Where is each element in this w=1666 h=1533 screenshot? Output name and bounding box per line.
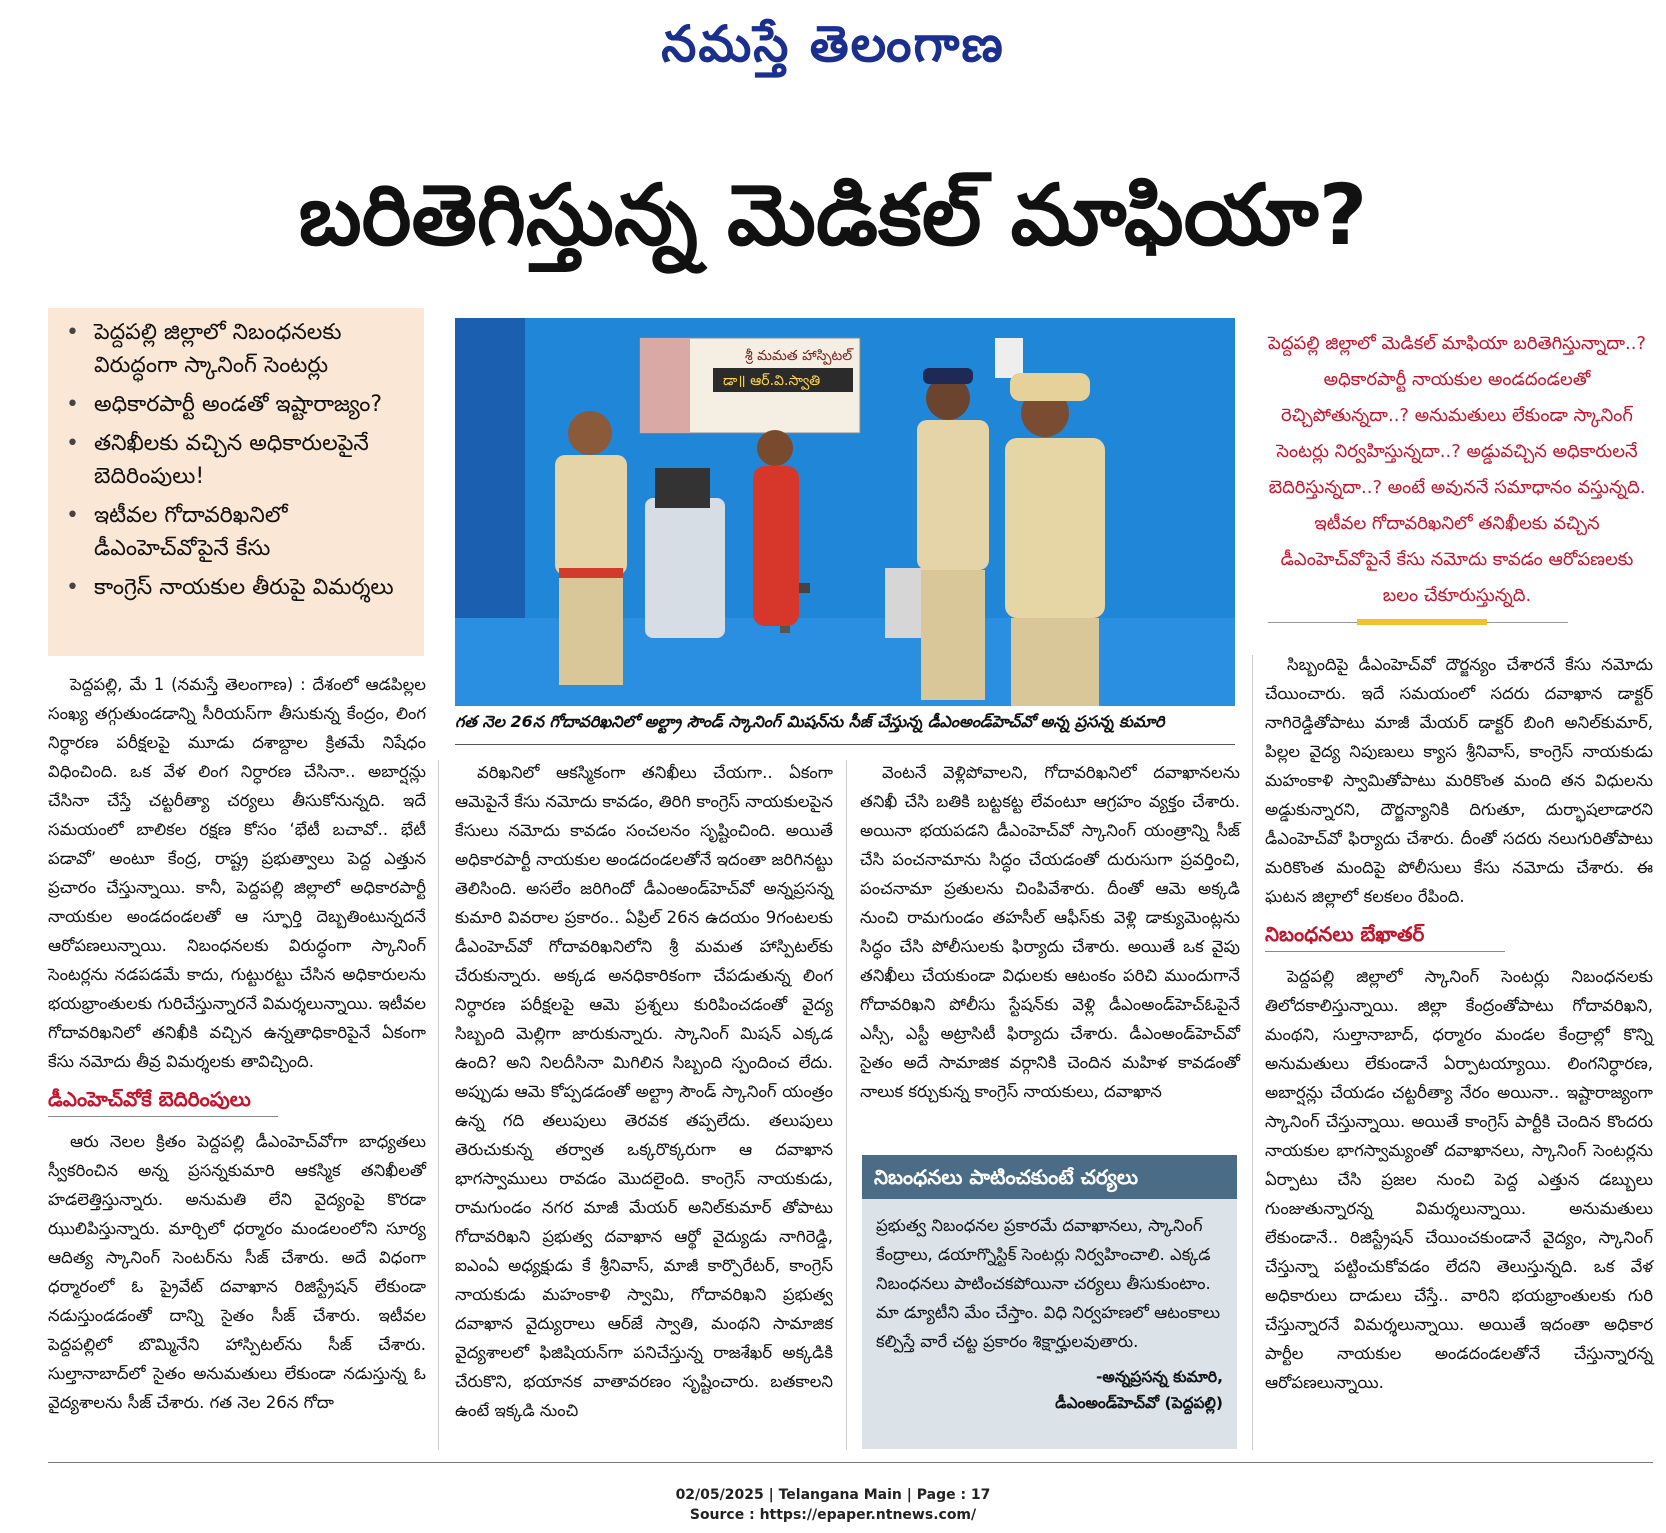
article-paragraph: పెద్దపల్లి, మే 1 (నమస్తే తెలంగాణ) : దేశంలో ఆడపిల్లల సంఖ్య తగ్గుతుండడాన్ని సీరియస్‌గా తీసుకున్న కేంద్రం, లింగ నిర్ధారణ పరీక్షలపై మూడు దశాబ్దాల క్రితమే నిషేధం విధించింది. ఒక వేళ లింగ నిర్ధారణ చేసినా.. అబార్షన్లు చేసినా చేస్తే చట్టరీత్యా చర్యలు తీసుకోనున్నది. ఇదే సమయంలో బాలికల రక్షణ కోసం ‘భేటీ బచావో.. భేటీ పడావో’ అంటూ కేంద్ర, రాష్ట్ర ప్రభుత్వాలు పెద్ద ఎత్తున ప్రచారం చేస్తున్నాయి. కానీ, పెద్దపల్లి జిల్లాలో అధికారపార్టీ నాయకుల అండదండలతో ఆ స్ఫూర్తి దెబ్బతింటున్నదనే ఆరోపణలున్నాయి. నిబంధనలకు విరుద్ధంగా స్కానింగ్ సెంటర్లను నడపడమే కాదు, గుట్టురట్టు చేసిన అధికారులను భయభ్రాంతులకు గురిచేస్తున్నారనే విమర్శలున్నాయి. ఇటీవల గోదావరిఖనిలో తనిఖీకి వచ్చిన ఉన్నతాధికారిపైనే ఏకంగా కేసు నమోదు తీవ్ర విమర్శలకు తావిచ్చింది. <box>48 675 426 1071</box>
subheading: డీఎంహెచ్‌వోకే బెదిరింపులు <box>48 1087 251 1111</box>
subheading-rule <box>48 1116 278 1117</box>
article-column-3 <box>860 758 1240 1106</box>
highlight-item: • ఇటీవల గోదావరిఖనిలో డీఎంహెచ్‌వోపైనే కేసు <box>66 499 414 565</box>
caption-rule <box>455 744 1235 745</box>
article-column-2 <box>455 758 833 1425</box>
subheading: నిబంధనలు బేఖాతర్ <box>1265 922 1425 946</box>
column-divider <box>846 760 847 1450</box>
quote-box <box>862 1199 1237 1449</box>
quote-box-title: నిబంధనలు పాటించకుంటే చర్యలు <box>862 1155 1237 1199</box>
article-paragraph: వెంటనే వెళ్లిపోవాలని, గోదావరిఖనిలో దవాఖానలను తనిఖీ చేసి బతికి బట్టకట్ట లేవంటూ ఆగ్రహం వ్యక్తం చేశారు. అయినా భయపడని డీఎంహెచ్‌వో స్కానింగ్ యంత్రాన్ని సీజ్ చేసి పంచనామాను సిద్ధం చేయడంతో దురుసుగా ప్రవర్తించి, పంచనామా ప్రతులను చింపివేశారు. దీంతో ఆమె అక్కడి నుంచి రామగుండం తహసీల్ ఆఫీస్‌కు వెళ్లి డాక్యుమెంట్లను సిద్ధం చేసి పోలీసులకు ఫిర్యాదు చేశారు. అయితే ఒక వైపు తనిఖీలు చేయకుండా విధులకు ఆటంకం పరిచి ముందుగానే గోదావరిఖని పోలీసు స్టేషన్‌కు వెళ్లి డీఎంఅండ్‌హెచ్‌ఓపైనే ఎస్సీ, ఎస్టీ అట్రాసిటీ ఫిర్యాదు చేశారు. డీఎంఅండ్‌హెచ్‌వో సైతం అదే సామాజిక వర్గానికి చెందిన మహిళ కావడంతో నాలుక కర్చుకున్న కాంగ్రెస్ నాయకులు, దవాఖాన <box>860 763 1240 1101</box>
quote-box-text: ప్రభుత్వ నిబంధనల ప్రకారమే దవాఖానలు, స్కానింగ్ కేంద్రాలు, డయాగ్నొస్టిక్ సెంటర్లు నిర్వహించాలి. ఎక్కడ నిబంధనలు పాటించకపోయినా చర్యలు తీసుకుంటాం. మా డ్యూటీని మేం చేస్తాం. విధి నిర్వహణలో ఆటంకాలు కల్పిస్తే వారే చట్ట ప్రకారం శిక్షార్హులవుతారు. <box>876 1216 1221 1351</box>
subheading-rule <box>1265 951 1505 952</box>
article-paragraph: వరిఖనిలో ఆకస్మికంగా తనిఖీలు చేయగా.. ఏకంగా ఆమెపైనే కేసు నమోదు కావడం, తిరిగి కాంగ్రెస్ నాయకులపైన కేసులు నమోదు కావడం సంచలనం సృష్టించింది. అయితే అధికారపార్టీ నాయకుల అండదండలతోనే ఇదంతా జరిగినట్టు తెలిసింది. అసలేం జరిగిందో డీఎంఅండ్‌హెచ్‌వో అన్నప్రసన్న కుమారి వివరాల ప్రకారం.. ఏప్రిల్ 26న ఉదయం 9గంటలకు డీఎంహెచ్‌వో గోదావరిఖనిలోని శ్రీ మమత హాస్పిటల్‌కు చేరుకున్నారు. అక్కడ అనధికారికంగా చేపడుతున్న లింగ నిర్ధారణ పరీక్షలపై ఆమె ప్రశ్నలు కురిపించడంతో వైద్య సిబ్బంది మెల్లిగా జారుకున్నారు. స్కానింగ్ మిషన్ ఎక్కడ ఉంది? అని నిలదీసినా మిగిలిన సిబ్బంది స్పందించ లేదు. అప్పుడు ఆమె కోప్పడడంతో అల్ట్రా సౌండ్ స్కానింగ్ యంత్రం ఉన్న గది తలుపులు తెరవక తప్పలేదు. తలుపులు తెరుచుకున్న తర్వాత ఒక్కరొక్కరుగా ఆ దవాఖాన భాగస్వాములు రావడం మొదలైంది. కాంగ్రెస్ నాయకుడు, రామగుండం నగర మాజీ మేయర్ అనిల్‌కుమార్ తోపాటు గోదావరిఖని ప్రభుత్వ దవాఖాన ఆర్థో వైద్యుడు నాగిరెడ్డి, ఐఎంఏ అధ్యక్షుడు కే శ్రీనివాస్, మాజీ కార్పొరేటర్, కాంగ్రెస్ నాయకుడు మహంకాళి స్వామి, గోదావరిఖని ప్రభుత్వ దవాఖాన వైద్యురాలు ఆర్‌జే స్వాతి, మంథని సామాజిక వైద్యశాలలో ఫిజిషియన్‌గా పనిచేస్తున్న రాజశేఖర్ అక్కడికి చేరుకొని, భయానక వాతావరణం సృష్టించారు. బతకాలని ఉంటే ఇక్కడి నుంచి <box>455 763 833 1420</box>
summary-deck: పెద్దపల్లి జిల్లాలో మెడికల్ మాఫియా బరితెగిస్తున్నాదా..? అధికారపార్టీ నాయకుల అండదండలతో రెచ్చిపోతున్నదా..? అనుమతులు లేకుండా స్కానింగ్ సెంటర్లు నిర్వహిస్తున్నదా..? అడ్డువచ్చిన అధికారులనే బెదిరిస్తున్నదా..? అంటే అవుననే సమాధానం వస్తున్నది. ఇటీవల గోదావరిఖనిలో తనిఖీలకు వచ్చిన డీఎంహెచ్‌వోపైనే కేసు నమోదు కావడం ఆరోపణలకు బలం చేకూరుస్తున్నది. <box>1268 333 1646 606</box>
headline: బరితెగిస్తున్న మెడికల్ మాఫియా? <box>298 166 1368 264</box>
highlight-item: • తనిఖీలకు వచ్చిన అధికారులపైనే బెదిరింపులు! <box>66 427 414 493</box>
banner-line2: డా॥ ఆర్.వి.స్వాతి <box>723 373 821 389</box>
column-divider <box>438 760 439 1450</box>
article-paragraph: సిబ్బందిపై డీఎంహెచ్‌వో దౌర్జన్యం చేశారనే కేసు నమోదు చేయించారు. ఇదే సమయంలో సదరు దవాఖాన డాక్టర్ నాగిరెడ్డితోపాటు మాజీ మేయర్ డాక్టర్ బింగి అనిల్‌కుమార్, పిల్లల వైద్య నిపుణులు క్యాస శ్రీనివాస్, కాంగ్రెస్ నాయకుడు మహంకాళి స్వామితోపాటు మరికొంత మంది తన విధులను అడ్డుకున్నారని, దౌర్జన్యానికి దిగుతూ, దుర్భాషలాడారని డీఎంహెచ్‌వో ఫిర్యాదు చేశారు. దీంతో సదరు నలుగురితోపాటు మరికొంత మందిపై పోలీసులు కేసు నమోదు చేశారు. ఈ ఘటన జిల్లాలో కలకలం రేపింది. <box>1265 655 1653 906</box>
article-paragraph: పెద్దపల్లి జిల్లాలో స్కానింగ్ సెంటర్లు నిబంధనలకు తిలోదకాలిస్తున్నాయి. జిల్లా కేంద్రంతోపాటు గోదావరిఖని, మంథని, సుల్తానాబాద్, ధర్మారం మండల కేంద్రాల్లో కొన్ని అనుమతులు లేకుండానే ఏర్పాటయ్యాయి. లింగనిర్ధారణ, అబార్షన్లు చేయడం చట్టరీత్యా నేరం అయినా.. ఇష్టారాజ్యంగా స్కానింగ్ చేస్తున్నాయి. అయితే కాంగ్రెస్ పార్టీకి చెందిన కొందరు నాయకుల భాగస్వామ్యంతో దవాఖానలు, స్కానింగ్ సెంటర్లను ఏర్పాటు చేసి ప్రజల నుంచి పెద్ద ఎత్తున డబ్బులు గుంజుతున్నారన్న విమర్శలున్నాయి. అనుమతులు లేకుండానే.. రిజిస్ట్రేషన్ చేయించకుండానే వైద్యం, స్కానింగ్ చేస్తున్నా పట్టించుకోవడం లేదని తెలుస్తున్నది. ఒక వేళ అధికారులు దాడులు చేస్తే.. వారిని భయభ్రాంతులకు గురి చేస్తున్నారనే విమర్శలున్నాయి. అయితే ఇదంతా అధికార పార్టీల నాయకుల అండదండలతోనే చేస్తున్నారన్న ఆరోపణలున్నాయి. <box>1265 967 1653 1392</box>
quote-signature-name: -అన్నప్రసన్న కుమారి, <box>1095 1368 1223 1386</box>
highlight-item: • కాంగ్రెస్ నాయకుల తీరుపై విమర్శలు <box>66 571 414 604</box>
highlight-item: • పెద్దపల్లి జిల్లాలో నిబంధనలకు విరుద్ధంగా స్కానింగ్ సెంటర్లు <box>66 316 414 382</box>
column-divider <box>1252 655 1253 1450</box>
highlights-box <box>48 308 424 656</box>
article-column-4 <box>1265 650 1653 1397</box>
quote-signature-title: డీఎంఅండ్‌హెచ్‌వో (పెద్దపల్లి) <box>1055 1394 1223 1412</box>
highlight-item: • అధికారపార్టీ అండతో ఇష్టారాజ్యం? <box>66 388 414 421</box>
highlights-list <box>48 308 424 604</box>
article-column-1 <box>48 670 426 1417</box>
footer-source: Source : https://epaper.ntnews.com/ <box>689 1507 977 1523</box>
photo-illustration <box>455 318 1235 706</box>
photo-caption: గత నెల 26న గోదావరిఖనిలో అల్ట్రా సౌండ్ స్కానింగ్ మిషన్‌ను సీజ్ చేస్తున్న డీఎంఅండ్‌హెచ్‌వో అన్న ప్రసన్న కుమారి <box>455 712 1165 731</box>
footer-rule <box>48 1462 1653 1463</box>
article-paragraph: ఆరు నెలల క్రితం పెద్దపల్లి డీఎంహెచ్‌వోగా బాధ్యతలు స్వీకరించిన అన్న ప్రసన్నకుమారి ఆకస్మిక తనిఖీలతో హడలెత్తిస్తున్నారు. అనుమతి లేని వైద్యంపై కొరడా ఝులిపిస్తున్నారు. మార్చిలో ధర్మారం మండలంలోని సూర్య ఆదిత్య స్కానింగ్ సెంటర్‌ను సీజ్ చేశారు. అదే విధంగా ధర్మారంలో ఓ ప్రైవేట్ దవాఖాన రిజిస్ట్రేషన్ లేకుండా నడుస్తుండడంతో దాన్ని సైతం సీజ్ చేశారు. ఇటీవల పెద్దపల్లిలో బొమ్మినేని హాస్పిటల్‌ను సీజ్ చేశారు. సుల్తానాబాద్‌లో సైతం అనుమతులు లేకుండా నడుస్తున్న ఓ వైద్యశాలను సీజ్ చేశారు. గత నెల 26న గోదా <box>48 1132 426 1412</box>
summary-accent-bar <box>1357 619 1487 625</box>
masthead-logo: నమస్తే తెలంగాణ <box>661 14 1005 73</box>
footer-dateline: 02/05/2025 | Telangana Main | Page : 17 <box>675 1487 991 1503</box>
banner-line1: శ్రీ మమత హాస్పిటల్ <box>745 348 853 364</box>
news-photo <box>455 318 1235 706</box>
footer <box>0 1485 1666 1525</box>
